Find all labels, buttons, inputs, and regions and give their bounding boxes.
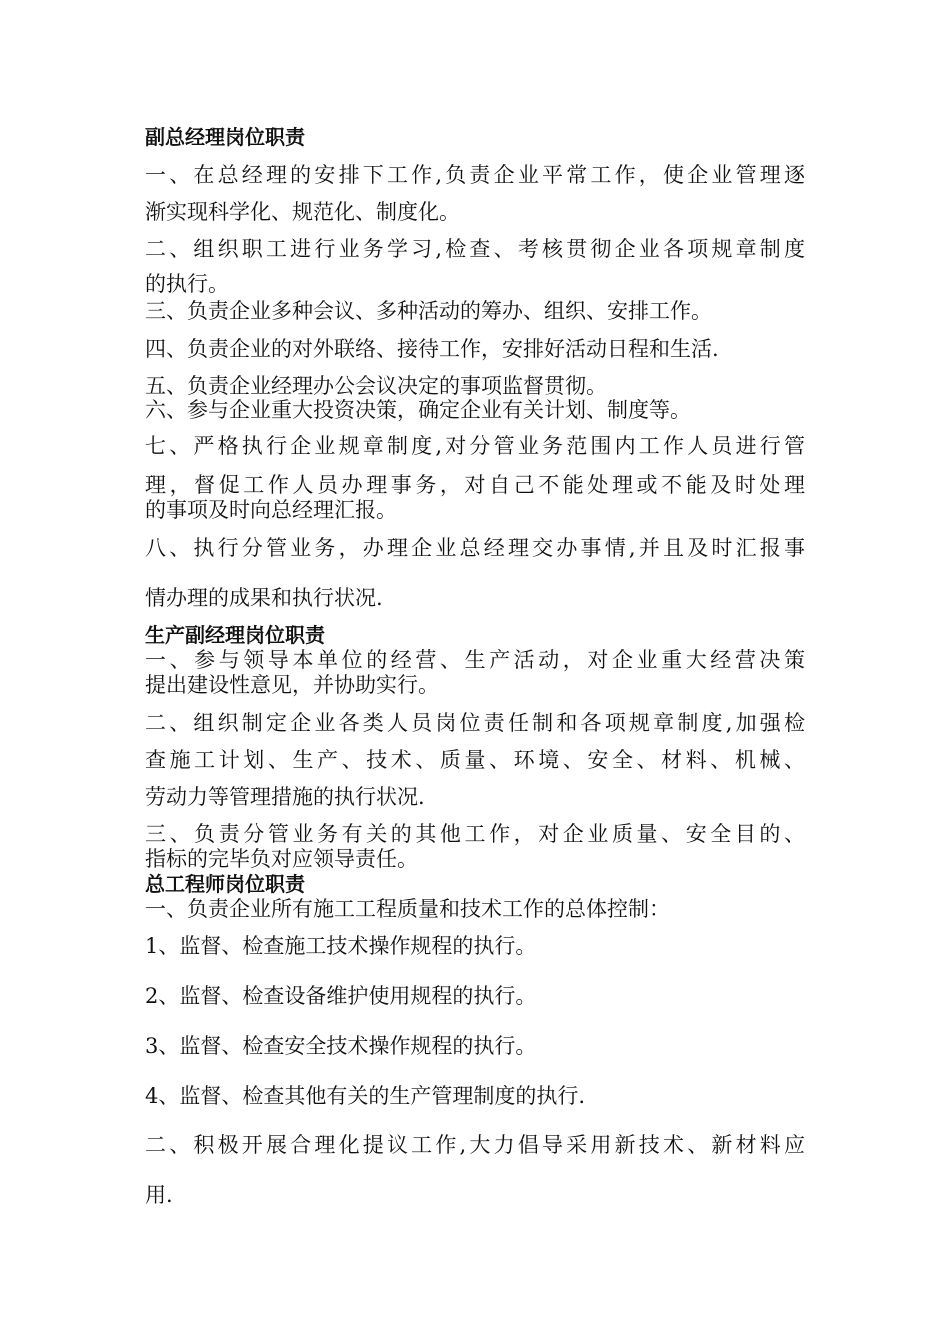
paragraph-line: 一、在总经理的安排下工作,负责企业平常工作，使企业管理逐: [145, 163, 805, 187]
section-title-chief-engineer: 总工程师岗位职责: [145, 872, 305, 896]
paragraph-line: 查施工计划、生产、技术、质量、环境、安全、材料、机械、: [145, 748, 805, 772]
paragraph-line: 指标的完毕负对应领导责任。: [145, 847, 418, 871]
paragraph-line: 的执行。: [145, 272, 229, 296]
paragraph-line: 五、负责企业经理办公会议决定的事项监督贯彻。: [145, 374, 607, 398]
paragraph-line: 二、组织职工进行业务学习,检查、考核贯彻企业各项规章制度: [145, 237, 805, 261]
paragraph-line: 情办理的成果和执行状况.: [145, 586, 383, 610]
paragraph-line: 四、负责企业的对外联络、接待工作，安排好活动日程和生活.: [145, 337, 719, 361]
section-title-deputy-gm: 副总经理岗位职责: [145, 125, 305, 149]
section-title-production-deputy: 生产副经理岗位职责: [145, 623, 325, 647]
paragraph-line: 1、监督、检查施工技术操作规程的执行。: [145, 934, 537, 958]
paragraph-line: 七、严格执行企业规章制度,对分管业务范围内工作人员进行管: [145, 434, 805, 458]
paragraph-line: 4、监督、检查其他有关的生产管理制度的执行.: [145, 1084, 586, 1108]
paragraph-line: 2、监督、检查设备维护使用规程的执行。: [145, 984, 537, 1008]
paragraph-line: 劳动力等管理措施的执行状况.: [145, 785, 425, 809]
paragraph-line: 三、负责企业多种会议、多种活动的筹办、组织、安排工作。: [145, 299, 712, 323]
paragraph-line: 二、组织制定企业各类人员岗位责任制和各项规章制度,加强检: [145, 711, 805, 735]
paragraph-line: 三、负责分管业务有关的其他工作，对企业质量、安全目的、: [145, 822, 805, 846]
paragraph-line: 理，督促工作人员办理事务，对自己不能处理或不能及时处理: [145, 473, 805, 497]
paragraph-line: 二、积极开展合理化提议工作,大力倡导采用新技术、新材料应: [145, 1133, 805, 1157]
paragraph-line: 提出建设性意见，并协助实行。: [145, 673, 439, 697]
paragraph-line: 用.: [145, 1183, 173, 1207]
paragraph-line: 一、参与领导本单位的经营、生产活动，对企业重大经营决策: [145, 648, 805, 672]
paragraph-line: 3、监督、检查安全技术操作规程的执行。: [145, 1034, 537, 1058]
paragraph-line: 六、参与企业重大投资决策，确定企业有关计划、制度等。: [145, 398, 691, 422]
paragraph-line: 的事项及时向总经理汇报。: [145, 498, 397, 522]
paragraph-line: 渐实现科学化、规范化、制度化。: [145, 200, 460, 224]
paragraph-line: 一、负责企业所有施工工程质量和技术工作的总体控制：: [145, 897, 670, 921]
paragraph-line: 八、执行分管业务，办理企业总经理交办事情,并且及时汇报事: [145, 536, 805, 560]
